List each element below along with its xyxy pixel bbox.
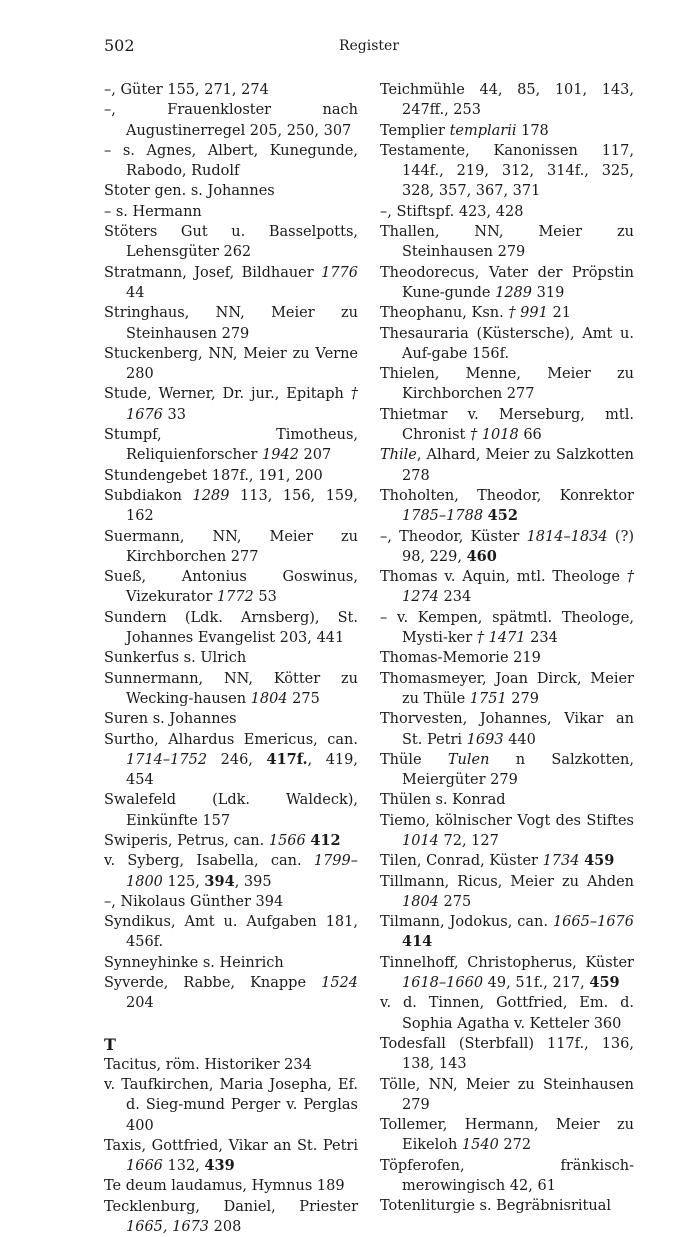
entry-text: 439 — [204, 1157, 235, 1175]
entry-text: † 991 — [508, 305, 548, 322]
index-subentry — [104, 202, 358, 222]
index-entry — [104, 1197, 358, 1237]
entry-text: Sunkerfus s. Ulrich — [104, 650, 247, 667]
entry-text: Te deum laudamus, Hymnus 189 — [104, 1178, 345, 1195]
entry-text: –, Stiftspf. 423, 428 — [380, 203, 524, 220]
index-entry — [104, 425, 358, 466]
entry-text: Suermann, NN, Meier zu Kirchborchen 277 — [104, 528, 358, 565]
entry-text: 279 — [506, 690, 539, 707]
index-entry — [380, 872, 634, 913]
entry-text: 459 — [589, 974, 620, 992]
entry-text: † 1676 — [126, 386, 358, 423]
index-entry — [380, 567, 634, 608]
entry-text: 412 — [310, 831, 341, 849]
entry-text: Sundern (Ldk. Arnsberg), St. Johannes Evangelist 203, 441 — [104, 609, 358, 647]
entry-text: 208 — [209, 1219, 242, 1236]
entry-text: 417f. — [266, 750, 308, 768]
index-entry — [104, 912, 358, 953]
entry-text: – s. Hermann — [104, 203, 202, 220]
entry-text: 1665, 1673 — [126, 1219, 210, 1236]
index-entry — [380, 1196, 634, 1216]
entry-text: Theophanu, Ksn. — [380, 305, 509, 322]
entry-text: 1776 — [321, 264, 358, 281]
entry-text: Templier — [380, 122, 450, 139]
entry-text: 1524 — [321, 975, 358, 992]
index-entry — [380, 324, 634, 365]
entry-text: Stratmann, Josef, Bildhauer — [104, 264, 322, 281]
index-entry — [380, 1156, 634, 1197]
entry-text: 1804 — [250, 690, 288, 707]
index-entry — [380, 811, 634, 852]
entry-text: – s. Agnes, Albert, Kunegunde, Rabodo, Rudolf — [104, 142, 358, 180]
entry-text: , 419, 454 — [126, 751, 358, 789]
entry-text: Swalefeld (Ldk. Waldeck), Einkünfte 157 — [104, 792, 358, 829]
entry-text: Stoter gen. s. Johannes — [104, 183, 275, 200]
index-entry — [104, 384, 358, 425]
index-entry — [104, 466, 358, 486]
entry-text: Stumpf, Timotheus, Reliquienforscher — [104, 427, 358, 464]
entry-text: † 1274 — [402, 569, 634, 606]
index-entry — [380, 445, 634, 486]
entry-text: Tinnelhoff, Christopherus, Küster — [380, 954, 634, 971]
entry-text: Surtho, Alhardus Emericus, can. — [104, 731, 358, 748]
entry-text: 414 — [402, 933, 433, 951]
index-entry — [104, 1075, 358, 1136]
entry-text: Thomas v. Aquin, mtl. Theologe — [380, 569, 627, 586]
entry-text: Testamente, Kanonissen 117, 144f., 219, 312, 314f., 325, 328, 357, 367, 371 — [380, 142, 634, 200]
index-entry — [104, 344, 358, 385]
index-entry — [380, 750, 634, 791]
entry-text: Thomas-Memorie 219 — [380, 650, 541, 667]
entry-text: Stude, Werner, Dr. jur., Epitaph — [104, 386, 351, 403]
page-header — [104, 36, 634, 60]
entry-text: 21 — [547, 305, 571, 322]
entry-text: 275 — [287, 690, 320, 707]
running-title: Register — [338, 38, 400, 54]
entry-text: Tollemer, Hermann, Meier zu Eikeloh — [380, 1117, 634, 1154]
entry-text: Thüle — [380, 751, 448, 768]
entry-text: Tillmann, Ricus, Meier zu Ahden — [380, 873, 634, 890]
entry-text: Thallen, NN, Meier zu Steinhausen 279 — [380, 224, 634, 261]
entry-text: 460 — [466, 547, 497, 565]
index-entry — [104, 263, 358, 304]
entry-text: 178 — [516, 122, 549, 139]
entry-text: 125, — [162, 873, 205, 890]
entry-text: , 395 — [234, 873, 272, 890]
index-entry — [104, 527, 358, 568]
index-subentry — [104, 80, 358, 100]
index-entry — [380, 121, 634, 141]
entry-text: 1289 — [192, 487, 230, 504]
entry-text: 1799–1800 — [126, 853, 358, 890]
entry-text: Tecklenburg, Daniel, Priester — [104, 1198, 358, 1215]
entry-text: 234 — [438, 589, 472, 606]
index-entry — [104, 648, 358, 668]
entry-text: Thile — [380, 447, 417, 464]
entry-text: Stuckenberg, NN, Meier zu Verne 280 — [104, 345, 358, 383]
index-entry — [380, 80, 634, 121]
section-letter — [104, 1035, 358, 1055]
entry-text: 66 — [518, 427, 542, 444]
entry-text: 459 — [584, 852, 615, 870]
index-column-left — [104, 80, 358, 1237]
entry-text: Sunnermann, NN, Kötter zu Wecking-hausen — [104, 670, 358, 707]
index-entry — [380, 912, 634, 953]
entry-text: 275 — [438, 893, 472, 910]
index-entry — [104, 790, 358, 831]
entry-text: (?) 98, 229, — [402, 528, 634, 565]
index-entry — [380, 486, 634, 527]
index-subentry — [104, 141, 358, 182]
entry-text: v. d. Tinnen, Gottfried, Em. d. Sophia Agatha v. Ketteler 360 — [380, 995, 634, 1032]
entry-text: –, Nikolaus Günther 394 — [104, 893, 284, 910]
entry-text: templarii — [449, 122, 517, 139]
entry-text: 1540 — [461, 1137, 499, 1154]
entry-text: Tölle, NN, Meier zu Steinhausen 279 — [380, 1076, 634, 1113]
entry-text: 207 — [298, 447, 332, 464]
entry-text: Thietmar v. Merseburg, mtl. Chronist — [380, 406, 634, 444]
entry-text: Thorvesten, Johannes, Vikar an St. Petri — [380, 711, 634, 748]
entry-text: Thielen, Menne, Meier zu Kirchborchen 277 — [380, 366, 634, 403]
index-entry — [380, 1075, 634, 1116]
index-entry — [104, 222, 358, 263]
entry-text: 1814–1834 — [526, 528, 608, 545]
entry-text: Stringhaus, NN, Meier zu Steinhausen 279 — [104, 305, 358, 342]
entry-text: 1693 — [466, 731, 504, 748]
index-entry — [104, 567, 358, 608]
entry-text: Todesfall (Sterbfall) 117f., 136, 138, 143 — [380, 1035, 634, 1073]
entry-text: Syverde, Rabbe, Knappe — [104, 975, 322, 992]
entry-text: 132, — [162, 1158, 205, 1175]
entry-text: Teichmühle 44, 85, 101, 143, 247ff., 253 — [380, 82, 634, 119]
index-entry — [104, 709, 358, 729]
entry-text: Taxis, Gottfried, Vikar an St. Petri — [104, 1137, 358, 1154]
entry-text: 1014 — [402, 832, 439, 849]
index-subentry — [104, 100, 358, 141]
entry-text: v. Syberg, Isabella, can. — [104, 853, 314, 870]
entry-text: – v. Kempen, spätmtl. Theologe, Mysti-ker — [380, 609, 634, 647]
entry-text: Tilen, Conrad, Küster — [380, 853, 543, 870]
entry-text: 204 — [126, 995, 154, 1012]
entry-text: Stöters Gut u. Basselpotts, Lehensgüter 262 — [104, 224, 358, 261]
index-entry — [104, 1176, 358, 1196]
index-subentry — [380, 527, 634, 568]
index-entry — [104, 181, 358, 201]
entry-text: 1566 — [268, 832, 306, 849]
index-entry — [380, 405, 634, 446]
entry-text: 44 — [126, 284, 145, 301]
index-entry — [380, 222, 634, 263]
entry-text: Thomasmeyer, Joan Dirck, Meier zu Thüle — [380, 670, 634, 707]
entry-text: Swiperis, Petrus, can. — [104, 832, 269, 849]
index-subentry — [380, 202, 634, 222]
index-entry — [380, 303, 634, 323]
entry-text: 1804 — [402, 893, 439, 910]
entry-text: 72, 127 — [438, 832, 499, 849]
entry-text: † 1018 — [469, 427, 519, 444]
entry-text: –, Frauenkloster nach Augustinerregel 205, 250, 307 — [104, 102, 358, 139]
entry-text: 1751 — [469, 690, 507, 707]
entry-text: 1618–1660 — [402, 975, 484, 992]
entry-text: 452 — [487, 507, 518, 525]
index-entry — [380, 364, 634, 405]
entry-text: 1772 — [216, 589, 254, 606]
entry-text: Stundengebet 187f., 191, 200 — [104, 467, 323, 484]
entry-text: Thülen s. Konrad — [380, 792, 506, 809]
entry-text: 1665–1676 — [552, 914, 634, 931]
index-entry — [104, 669, 358, 710]
index-entry — [380, 709, 634, 750]
entry-text: 319 — [532, 284, 565, 301]
entry-text: Theodorecus, Vater der Pröpstin Kune-gunde — [380, 264, 634, 301]
entry-text: T — [104, 1034, 116, 1054]
entry-text: Thesauraria (Küstersche), Amt u. Auf-gabe 156f. — [380, 325, 634, 362]
index-column-right — [380, 80, 634, 1217]
entry-text: 272 — [498, 1137, 532, 1154]
entry-text: 234 — [525, 630, 558, 647]
index-entry — [104, 303, 358, 344]
entry-text: Syndikus, Amt u. Aufgaben 181, 456f. — [104, 914, 358, 951]
entry-text: 1666 — [126, 1158, 163, 1175]
entry-text: 1942 — [262, 447, 299, 464]
index-entry — [104, 486, 358, 527]
entry-text: 1714–1752 — [126, 751, 208, 768]
entry-text: 1289 — [495, 284, 533, 301]
entry-text: 33 — [162, 406, 186, 423]
entry-text: † 1471 — [476, 630, 526, 647]
entry-text: Tilmann, Jodokus, can. — [380, 914, 553, 931]
index-entry — [380, 669, 634, 710]
index-subentry — [380, 608, 634, 649]
entry-text: n Salzkotten, Meiergüter 279 — [402, 751, 634, 789]
entry-text: Synneyhinke s. Heinrich — [104, 954, 284, 971]
index-entry — [104, 608, 358, 649]
entry-text: 440 — [503, 731, 536, 748]
index-entry — [380, 648, 634, 668]
entry-text: Töpferofen, fränkisch-merowingisch 42, 61 — [380, 1157, 634, 1195]
index-entry — [380, 263, 634, 304]
index-entry — [104, 831, 358, 851]
index-entry — [104, 973, 358, 1014]
entry-text: Tacitus, röm. Historiker 234 — [104, 1056, 312, 1073]
index-entry — [380, 1034, 634, 1075]
index-entry — [104, 1055, 358, 1075]
index-entry — [380, 1115, 634, 1156]
entry-text: Tulen — [447, 751, 490, 768]
entry-text: v. Taufkirchen, Maria Josepha, Ef. d. Sieg-mund Perger v. Perglas 400 — [104, 1076, 358, 1134]
entry-text: –, Theodor, Küster — [380, 528, 527, 545]
entry-text: 1734 — [542, 853, 580, 870]
entry-text: Totenliturgie s. Begräbnisritual — [380, 1198, 611, 1215]
entry-text: Thoholten, Theodor, Konrektor — [380, 487, 634, 504]
index-entry — [104, 851, 358, 892]
entry-text: 246, — [207, 751, 267, 768]
index-entry — [380, 141, 634, 202]
index-entry — [104, 953, 358, 973]
entry-text: –, Güter 155, 271, 274 — [104, 82, 269, 98]
entry-text: Suren s. Johannes — [104, 711, 237, 728]
entry-text: 49, 51f., 217, — [483, 975, 590, 992]
index-entry — [380, 790, 634, 810]
index-entry — [380, 851, 634, 871]
index-entry — [104, 730, 358, 791]
entry-text: 394 — [204, 872, 235, 890]
entry-text: Subdiakon — [104, 487, 193, 504]
entry-text: 113, 156, 159, 162 — [126, 487, 358, 525]
page-number: 502 — [104, 36, 135, 55]
entry-text: Tiemo, kölnischer Vogt des Stiftes — [380, 812, 634, 829]
index-subentry — [104, 892, 358, 912]
entry-text: 1785–1788 — [402, 508, 484, 525]
entry-text: 53 — [253, 589, 277, 606]
entry-text: Sueß, Antonius Goswinus, Vizekurator — [104, 569, 358, 606]
index-entry — [380, 953, 634, 994]
index-entry — [104, 1136, 358, 1177]
entry-text: , Alhard, Meier zu Salzkotten 278 — [402, 447, 634, 484]
